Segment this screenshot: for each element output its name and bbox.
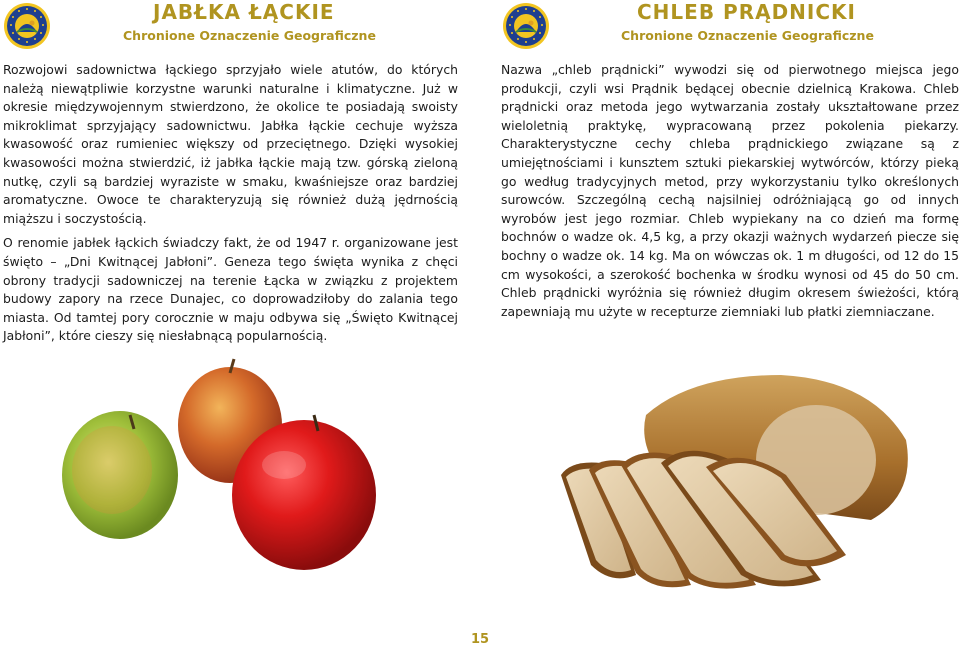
left-header bbox=[0, 0, 460, 56]
left-paragraph-1: Rozwojowi sadownictwa łąckiego sprzyjało wiele atutów, do których należą niewątpliwie korzystne warunki naturalne i klimatyczne. Już w okresie międzywojennym stwierdzono, że okolice te posiadają swoisty mikroklimat sprzyjający sadownictwu. Jabłka łąckie cechuje wyższa kwasowość oraz rumieniec większy od przeciętnego. Dzięki wysokiej kwasowości można stwierdzić, iż jabłka łąckie mają tzw. górską zieloną nutkę, czyli są bardziej wyraziste w smaku, kwaśniejsze oraz bardziej aromatyczne. Owoce te charakteryzują się również dużą jędrnością miąższu i soczystością. bbox=[3, 62, 458, 226]
pgi-seal-icon bbox=[3, 2, 51, 50]
right-title: CHLEB PRĄDNICKI bbox=[637, 0, 856, 24]
apples-photo bbox=[52, 355, 397, 595]
right-paragraph-1: Nazwa „chleb prądnicki” wywodzi się od pierwotnego miejsca jego produkcji, czyli wsi Prądnik będącej obecnie dzielnicą Krakowa. Chleb prądnicki oraz metoda jego wytwarzania zostały ukształtowane przez wieloletnią praktykę, wypracowaną przez pokolenia piekarzy. Charakterystyczne cechy chleba prądnickiego związane są z umiejętnościami i kunsztem sztuki piekarskiej wytwórców, którzy pieką go według tradycyjnych metod, przy wykorzystaniu tylko określonych surowców. Szczególną cechą najsilniej odróżniającą go od innych wyrobów jest jego rozmiar. Chleb wypiekany na co dzień ma formę bochnów o wadze ok. 4,5 kg, a przy okazji ważnych wydarzeń piecze się bochny o wadze ok. 14 kg. Ma on wówczas ok. 1 m długości, od 12 do 15 cm wysokości, a szerokość bochenka w środku wynosi od 45 do 50 cm. Chleb prądnicki wyróżnia się również długim okresem świeżości, którą zapewniają mu użyte w recepturze ziemniaki lub płatki ziemniaczane. bbox=[501, 62, 959, 319]
left-body bbox=[3, 61, 458, 356]
left-column bbox=[0, 0, 460, 344]
right-subtitle: Chronione Oznaczenie Geograficzne bbox=[621, 28, 874, 43]
left-paragraph-2: O renomie jabłek łąckich świadczy fakt, że od 1947 r. organizowane jest święto – „Dni Kwitnącej Jabłoni”. Geneza tego święta wynika z chęci obrony tradycji sadowniczej na terenie Łącka w związku z projektem budowy zapory na rzece Dunajec, co doprowadziłoby do zalania tego miasta. Od tamtej pory corocznie w maju odbywa się „Święto Kwitnącej Jabłoni”, które cieszy się niesłabnącą popularnością. bbox=[3, 235, 458, 344]
right-column bbox=[497, 0, 960, 319]
left-subtitle: Chronione Oznaczenie Geograficzne bbox=[123, 28, 376, 43]
page-number: 15 bbox=[470, 632, 490, 647]
right-header bbox=[497, 0, 960, 56]
left-title: JABŁKA ŁĄCKIE bbox=[153, 0, 335, 24]
pgi-seal-icon bbox=[502, 2, 550, 50]
red-apple bbox=[232, 420, 376, 570]
right-body bbox=[501, 61, 959, 331]
bread-photo bbox=[541, 345, 916, 600]
